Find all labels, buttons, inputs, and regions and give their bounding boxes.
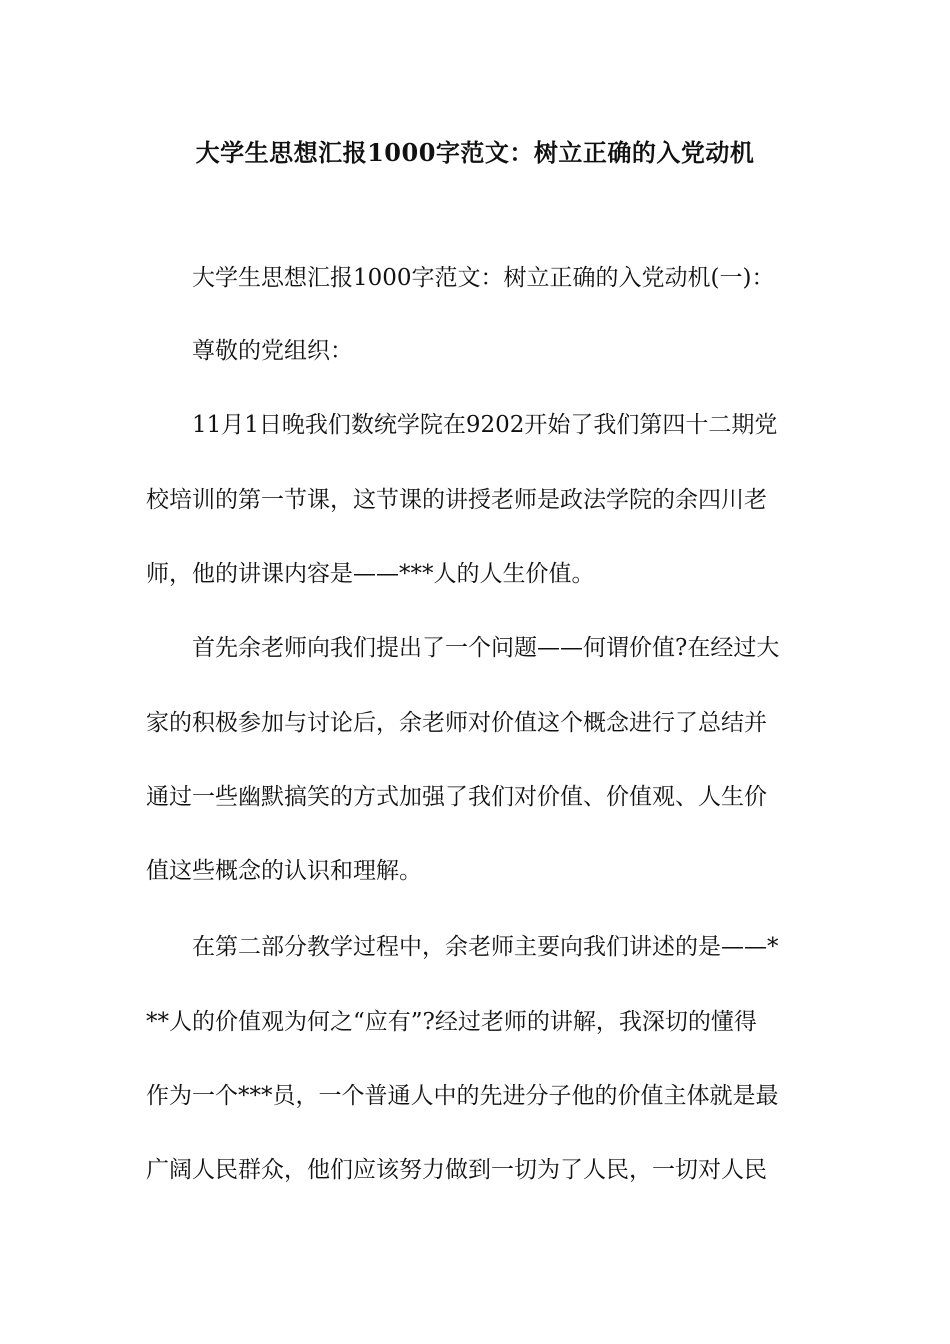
paragraph-line: 作为一个***员，一个普通人中的先进分子他的价值主体就是最 bbox=[146, 1083, 779, 1109]
salutation: 尊敬的党组织： bbox=[192, 338, 353, 364]
section-heading: 大学生思想汇报1000字范文：树立正确的入党动机(一)： bbox=[192, 265, 775, 291]
paragraph-line: 值这些概念的认识和理解。 bbox=[146, 858, 422, 884]
paragraph-line: 校培训的第一节课，这节课的讲授老师是政法学院的余四川老 bbox=[146, 487, 767, 513]
paragraph-line: 师，他的讲课内容是——***人的人生价值。 bbox=[146, 561, 595, 587]
paragraph-line: 家的积极参加与讨论后，余老师对价值这个概念进行了总结并 bbox=[146, 710, 767, 736]
paragraph-line: 广阔人民群众，他们应该努力做到一切为了人民，一切对人民 bbox=[146, 1157, 767, 1183]
paragraph-line: 通过一些幽默搞笑的方式加强了我们对价值、价值观、人生价 bbox=[146, 784, 767, 810]
paragraph-line: 11月1日晚我们数统学院在9202开始了我们第四十二期党 bbox=[192, 412, 778, 438]
paragraph-line: 首先余老师向我们提出了一个问题——何谓价值?在经过大 bbox=[192, 635, 780, 661]
document-title: 大学生思想汇报1000字范文：树立正确的入党动机 bbox=[195, 138, 755, 167]
paragraph-line: **人的价值观为何之“应有”?经过老师的讲解，我深切的懂得 bbox=[146, 1009, 757, 1035]
paragraph-line: 在第二部分教学过程中，余老师主要向我们讲述的是——* bbox=[192, 934, 779, 960]
